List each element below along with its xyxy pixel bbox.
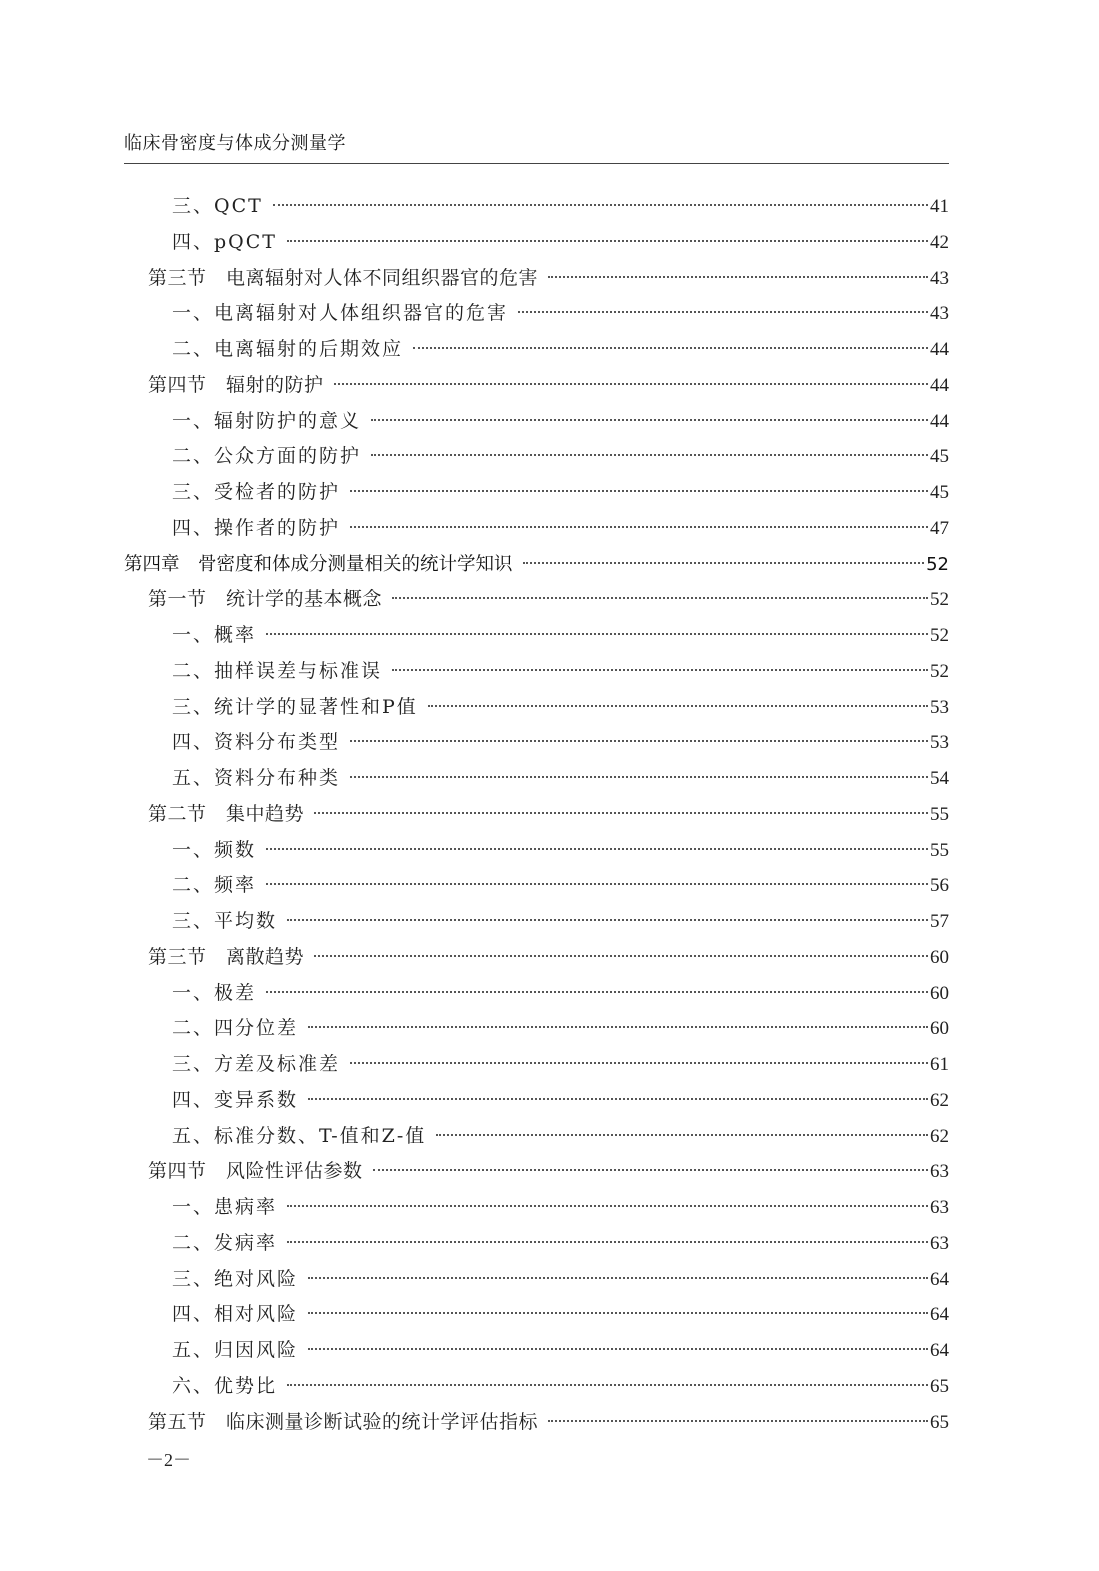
toc-entry-label: 一、频数 — [172, 838, 257, 861]
toc-entry-page-number: 45 — [930, 482, 949, 503]
toc-section-entry[interactable] — [124, 940, 949, 976]
dot-leader — [287, 1241, 928, 1243]
toc-entry-page-number: 53 — [930, 732, 949, 754]
toc-item-entry[interactable] — [124, 1190, 949, 1226]
toc-entry-page-number: 43 — [930, 303, 949, 325]
toc-entry-page-number: 60 — [930, 982, 949, 1004]
toc-entry-label: 一、概率 — [172, 624, 257, 646]
toc-entry-label: 第三节 电离辐射对人体不同组织器官的危害 — [148, 266, 539, 289]
toc-entry-label: 二、频率 — [172, 874, 257, 897]
toc-entry-label: 二、发病率 — [172, 1231, 278, 1254]
toc-item-entry[interactable] — [124, 1369, 949, 1405]
toc-item-entry[interactable] — [124, 904, 949, 940]
toc-entry-page-number: 56 — [930, 875, 949, 897]
dot-leader — [308, 1348, 928, 1350]
toc-entry-page-number: 54 — [930, 768, 949, 789]
dot-leader — [287, 240, 928, 242]
toc-entry-page-number: 47 — [930, 517, 949, 539]
toc-entry-page-number: 43 — [930, 267, 949, 289]
dot-leader — [266, 848, 928, 850]
toc-entry-label: 第四节 风险性评估参数 — [148, 1160, 363, 1183]
toc-item-entry[interactable] — [124, 725, 949, 761]
dot-leader — [287, 919, 928, 921]
toc-entry-label: 四、变异系数 — [172, 1088, 299, 1111]
toc-entry-page-number: 63 — [930, 1197, 949, 1218]
dot-leader — [392, 597, 928, 599]
toc-item-entry[interactable] — [124, 690, 949, 726]
toc-item-entry[interactable] — [124, 618, 949, 654]
toc-chapter-entry[interactable] — [124, 547, 949, 583]
toc-entry-label: 三、绝对风险 — [172, 1267, 299, 1290]
toc-entry-label: 第一节 统计学的基本概念 — [148, 588, 383, 611]
dot-leader — [308, 1098, 928, 1100]
toc-entry-label: 三、统计学的显著性和P值 — [172, 695, 418, 718]
dot-leader — [548, 1420, 928, 1422]
dot-leader — [308, 1312, 928, 1314]
toc-entry-label: 四、操作者的防护 — [172, 516, 341, 539]
toc-entry-page-number: 64 — [930, 1268, 949, 1290]
toc-item-entry[interactable] — [124, 868, 949, 904]
toc-section-entry[interactable] — [124, 797, 949, 833]
toc-entry-page-number: 41 — [930, 196, 949, 217]
toc-item-entry[interactable] — [124, 654, 949, 690]
toc-entry-label: 第三节 离散趋势 — [148, 945, 305, 968]
toc-item-entry[interactable] — [124, 761, 949, 797]
toc-item-entry[interactable] — [124, 296, 949, 332]
toc-entry-page-number: 62 — [930, 1125, 949, 1147]
toc-entry-label: 三、方差及标准差 — [172, 1053, 341, 1075]
toc-entry-page-number: 45 — [930, 446, 949, 468]
toc-item-entry[interactable] — [124, 225, 949, 261]
dot-leader — [287, 1384, 928, 1386]
toc-entry-label: 二、电离辐射的后期效应 — [172, 338, 404, 360]
toc-entry-label: 四、资料分布类型 — [172, 731, 341, 754]
toc-entry-page-number: 62 — [930, 1089, 949, 1111]
dot-leader — [287, 1205, 928, 1207]
toc-entry-label: 三、受检者的防护 — [172, 481, 341, 503]
dot-leader — [523, 562, 925, 564]
dot-leader — [350, 526, 928, 528]
toc-entry-label: 五、标准分数、T-值和Z-值 — [172, 1124, 427, 1147]
toc-item-entry[interactable] — [124, 1083, 949, 1119]
toc-entry-page-number: 65 — [930, 1411, 949, 1433]
dot-leader — [373, 1169, 928, 1171]
toc-entry-page-number: 61 — [930, 1054, 949, 1075]
dot-leader — [314, 812, 928, 814]
dot-leader — [428, 705, 928, 707]
toc-item-entry[interactable] — [124, 1119, 949, 1155]
toc-entry-label: 五、资料分布种类 — [172, 767, 341, 789]
toc-entry-page-number: 44 — [930, 374, 949, 396]
dot-leader — [350, 1062, 928, 1064]
toc-item-entry[interactable] — [124, 332, 949, 368]
toc-entry-page-number: 52 — [930, 660, 949, 682]
dot-leader — [314, 955, 928, 957]
toc-entry-label: 四、相对风险 — [172, 1303, 299, 1326]
toc-entry-page-number: 63 — [930, 1161, 949, 1183]
toc-entry-page-number: 52 — [930, 625, 949, 646]
toc-entry-page-number: 55 — [930, 803, 949, 825]
toc-item-entry[interactable] — [124, 1297, 949, 1333]
toc-section-entry[interactable] — [124, 368, 949, 404]
dot-leader — [266, 991, 928, 993]
dot-leader — [273, 204, 928, 206]
toc-entry-page-number: 55 — [930, 839, 949, 861]
toc-item-entry[interactable] — [124, 1226, 949, 1262]
toc-item-entry[interactable] — [124, 1333, 949, 1369]
toc-entry-label: 六、优势比 — [172, 1374, 278, 1397]
toc-entry-page-number: 64 — [930, 1340, 949, 1361]
dot-leader — [392, 669, 928, 671]
toc-entry-label: 三、平均数 — [172, 910, 278, 932]
toc-section-entry[interactable] — [124, 261, 949, 297]
dot-leader — [334, 383, 928, 385]
toc-entry-page-number: 44 — [930, 339, 949, 360]
toc-item-entry[interactable] — [124, 189, 949, 225]
toc-section-entry[interactable] — [124, 1405, 949, 1441]
toc-entry-label: 第二节 集中趋势 — [148, 802, 305, 825]
toc-entry-label: 一、电离辐射对人体组织器官的危害 — [172, 302, 509, 325]
toc-entry-page-number: 65 — [930, 1375, 949, 1397]
toc-entry-page-number: 53 — [930, 696, 949, 718]
toc-entry-page-number: 57 — [930, 911, 949, 932]
toc-item-entry[interactable] — [124, 976, 949, 1012]
dot-leader — [266, 883, 928, 885]
toc-entry-page-number: 60 — [930, 946, 949, 968]
dot-leader — [371, 419, 928, 421]
toc-entry-page-number: 52 — [926, 553, 949, 575]
toc-entry-label: 一、辐射防护的意义 — [172, 409, 362, 432]
toc-entry-page-number: 52 — [930, 589, 949, 611]
dot-leader — [308, 1026, 928, 1028]
dot-leader — [350, 740, 928, 742]
toc-entry-page-number: 63 — [930, 1232, 949, 1254]
toc-item-entry[interactable] — [124, 1262, 949, 1298]
toc-entry-label: 第四章 骨密度和体成分测量相关的统计学知识 — [124, 553, 513, 575]
toc-entry-page-number: 64 — [930, 1304, 949, 1326]
dot-leader — [266, 633, 928, 635]
dot-leader — [518, 311, 928, 313]
header-rule — [124, 163, 949, 164]
toc-entry-label: 第四节 辐射的防护 — [148, 373, 324, 396]
toc-entry-label: 二、公众方面的防护 — [172, 445, 362, 468]
toc-section-entry[interactable] — [124, 1154, 949, 1190]
dot-leader — [371, 454, 928, 456]
dot-leader — [413, 347, 928, 349]
toc-item-entry[interactable] — [124, 833, 949, 869]
table-of-contents — [124, 189, 949, 1440]
toc-item-entry[interactable] — [124, 439, 949, 475]
running-head-title: 临床骨密度与体成分测量学 — [124, 133, 346, 154]
toc-section-entry[interactable] — [124, 582, 949, 618]
toc-item-entry[interactable] — [124, 1011, 949, 1047]
toc-entry-label: 第五节 临床测量诊断试验的统计学评估指标 — [148, 1410, 539, 1433]
dot-leader — [308, 1277, 928, 1279]
dot-leader — [436, 1134, 928, 1136]
toc-entry-label: 二、抽样误差与标准误 — [172, 659, 383, 682]
toc-entry-label: 三、QCT — [172, 195, 263, 217]
toc-entry-page-number: 42 — [930, 231, 949, 253]
toc-item-entry[interactable] — [124, 475, 949, 511]
toc-item-entry[interactable] — [124, 1047, 949, 1083]
dot-leader — [350, 776, 928, 778]
toc-entry-page-number: 44 — [930, 410, 949, 432]
page-number: －2－ — [146, 1450, 191, 1470]
dot-leader — [548, 276, 928, 278]
toc-entry-label: 四、pQCT — [172, 230, 277, 253]
toc-item-entry[interactable] — [124, 404, 949, 440]
toc-item-entry[interactable] — [124, 511, 949, 547]
toc-entry-label: 五、归因风险 — [172, 1339, 299, 1361]
toc-entry-label: 一、极差 — [172, 981, 257, 1004]
toc-entry-page-number: 60 — [930, 1018, 949, 1040]
toc-entry-label: 一、患病率 — [172, 1196, 278, 1218]
dot-leader — [350, 490, 928, 492]
toc-entry-label: 二、四分位差 — [172, 1017, 299, 1040]
